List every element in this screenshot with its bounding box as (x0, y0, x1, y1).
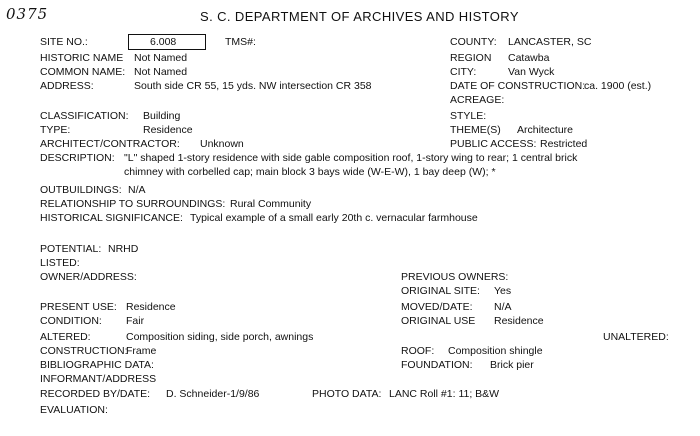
historical-significance-value: Typical example of a small early 20th c. vernacular farmhouse (190, 212, 478, 224)
address-value: South side CR 55, 15 yds. NW intersection CR 358 (134, 80, 372, 92)
county-label: COUNTY: (450, 36, 497, 48)
site-no-value: 6.008 (150, 36, 177, 48)
photo-data-value: LANC Roll #1: 11; B&W (389, 388, 500, 400)
common-name-value: Not Named (134, 66, 188, 78)
architect-label: ARCHITECT/CONTRACTOR: (40, 138, 180, 150)
original-use-value: Residence (494, 315, 544, 327)
city-label: CITY: (450, 66, 477, 78)
card-number: 0375 (6, 5, 49, 23)
roof-value: Composition shingle (448, 345, 543, 357)
date-of-construction-label: DATE OF CONSTRUCTION: (450, 80, 586, 92)
potential-value: NRHD (108, 243, 139, 255)
classification-label: CLASSIFICATION: (40, 110, 129, 122)
photo-data-label: PHOTO DATA: (312, 388, 382, 400)
type-label: TYPE: (40, 124, 71, 136)
acreage-label: ACREAGE: (450, 94, 505, 106)
region-label: REGION (450, 52, 492, 64)
historic-name-value: Not Named (134, 52, 188, 64)
themes-label: THEME(S) (450, 124, 501, 136)
construction-label: CONSTRUCTION: (40, 345, 128, 357)
historical-significance-label: HISTORICAL SIGNIFICANCE: (40, 212, 183, 224)
original-site-label: ORIGINAL SITE: (401, 285, 480, 297)
relationship-value: Rural Community (230, 198, 312, 210)
description-label: DESCRIPTION: (40, 152, 115, 164)
county-value: LANCASTER, SC (508, 36, 592, 48)
roof-label: ROOF: (401, 345, 435, 357)
address-label: ADDRESS: (40, 80, 94, 92)
present-use-label: PRESENT USE: (40, 301, 117, 313)
recorded-by-label: RECORDED BY/DATE: (40, 388, 151, 400)
outbuildings-value: N/A (128, 184, 146, 196)
informant-label: INFORMANT/ADDRESS (40, 373, 157, 385)
public-access-label: PUBLIC ACCESS: (450, 138, 537, 150)
moved-date-label: MOVED/DATE: (401, 301, 473, 313)
construction-value: Frame (126, 345, 157, 357)
unaltered-label: UNALTERED: (603, 331, 669, 343)
classification-value: Building (143, 110, 181, 122)
date-of-construction-value: ca. 1900 (est.) (584, 80, 652, 92)
style-label: STYLE: (450, 110, 487, 122)
type-value: Residence (143, 124, 193, 136)
relationship-label: RELATIONSHIP TO SURROUNDINGS: (40, 198, 226, 210)
description-line-1: "L" shaped 1-story residence with side gable composition roof, 1-story wing to rear; 1 central brick (124, 152, 578, 164)
evaluation-label: EVALUATION: (40, 404, 108, 416)
themes-value: Architecture (517, 124, 574, 136)
outbuildings-label: OUTBUILDINGS: (40, 184, 122, 196)
previous-owners-label: PREVIOUS OWNERS: (401, 271, 509, 283)
historic-name-label: HISTORIC NAME (40, 52, 124, 64)
original-site-value: Yes (494, 285, 512, 297)
page-title: S. C. DEPARTMENT OF ARCHIVES AND HISTORY (200, 9, 519, 24)
site-no-label: SITE NO.: (40, 36, 88, 48)
architect-value: Unknown (200, 138, 244, 150)
original-use-label: ORIGINAL USE (401, 315, 476, 327)
foundation-value: Brick pier (490, 359, 534, 371)
city-value: Van Wyck (508, 66, 555, 78)
listed-label: LISTED: (40, 257, 80, 269)
altered-value: Composition siding, side porch, awnings (126, 331, 314, 343)
condition-value: Fair (126, 315, 145, 327)
foundation-label: FOUNDATION: (401, 359, 473, 371)
public-access-value: Restricted (540, 138, 588, 150)
bibliographic-label: BIBLIOGRAPHIC DATA: (40, 359, 154, 371)
present-use-value: Residence (126, 301, 176, 313)
potential-label: POTENTIAL: (40, 243, 102, 255)
tms-label: TMS#: (225, 36, 256, 48)
owner-address-label: OWNER/ADDRESS: (40, 271, 137, 283)
altered-label: ALTERED: (40, 331, 91, 343)
description-line-2: chimney with corbelled cap; main block 3 bays wide (W-E-W), 1 bay deep (W); * (124, 166, 496, 178)
moved-date-value: N/A (494, 301, 512, 313)
region-value: Catawba (508, 52, 550, 64)
condition-label: CONDITION: (40, 315, 102, 327)
recorded-by-value: D. Schneider-1/9/86 (166, 388, 260, 400)
common-name-label: COMMON NAME: (40, 66, 126, 78)
